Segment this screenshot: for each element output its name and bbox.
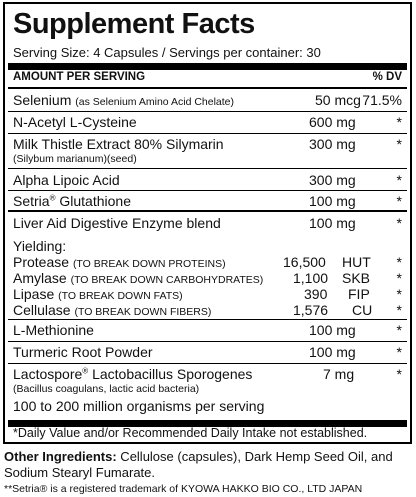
nutrient-amount: 100 mg bbox=[309, 193, 356, 209]
divider bbox=[8, 87, 407, 89]
nutrient-name-rest: Glutathione bbox=[55, 193, 131, 209]
nutrient-name: Lactospore bbox=[13, 366, 83, 382]
enzyme-unit: SKB bbox=[342, 270, 371, 286]
enzyme-note: (TO BREAK DOWN CARBOHYDRATES) bbox=[70, 274, 264, 286]
enzyme-dv: * bbox=[396, 254, 402, 270]
enzyme-dv: * bbox=[396, 270, 402, 286]
enzyme-unit: FIP bbox=[348, 286, 370, 302]
enzyme-value: 1,100 bbox=[293, 270, 329, 286]
nutrient-name: Liver Aid Digestive Enzyme blend bbox=[13, 215, 221, 231]
divider bbox=[8, 168, 407, 169]
enzyme-name: Lipase bbox=[13, 286, 55, 302]
nutrient-name: Setria bbox=[13, 193, 50, 209]
panel-title: Supplement Facts bbox=[13, 8, 255, 40]
enzyme-name: Cellulase bbox=[13, 302, 71, 318]
enzyme-value: 1,576 bbox=[293, 302, 329, 318]
nutrient-subnote: (Bacillus coagulans, lactic acid bacteria) bbox=[13, 383, 200, 395]
nutrient-amount: 50 mcg bbox=[315, 92, 361, 108]
nutrient-name: Selenium bbox=[13, 92, 72, 108]
enzyme-name: Protease bbox=[13, 254, 70, 270]
nutrient-dv: * bbox=[396, 114, 402, 130]
amount-header: AMOUNT PER SERVING bbox=[13, 71, 146, 83]
nutrient-dv: * bbox=[396, 344, 402, 360]
nutrient-dv: 71.5% bbox=[362, 92, 402, 108]
nutrient-name: Alpha Lipoic Acid bbox=[13, 172, 120, 188]
enzyme-note: (TO BREAK DOWN FATS) bbox=[58, 290, 183, 302]
nutrient-name: N-Acetyl L-Cysteine bbox=[13, 114, 137, 130]
yielding-text: Yielding: bbox=[13, 238, 67, 254]
nutrient-subnote: (Silybum marianum)(seed) bbox=[13, 153, 137, 165]
nutrient-amount: 7 mg bbox=[323, 366, 355, 382]
divider bbox=[8, 341, 407, 342]
divider bbox=[8, 363, 407, 364]
enzyme-dv: * bbox=[396, 286, 402, 302]
enzyme-value: 390 bbox=[304, 286, 328, 302]
organisms-note: 100 to 200 million organisms per serving bbox=[13, 398, 265, 414]
trademark-note: **Setria® is a registered trademark of KYOWA HAKKO BIO CO., LTD JAPAN bbox=[4, 483, 363, 495]
nutrient-row-milk-thistle bbox=[13, 136, 402, 168]
nutrient-dv: * bbox=[396, 136, 402, 152]
nutrient-amount: 100 mg bbox=[309, 322, 356, 338]
nutrient-dv: * bbox=[396, 215, 402, 231]
enzyme-name: Amylase bbox=[13, 270, 67, 286]
enzyme-note: (TO BREAK DOWN FIBERS) bbox=[74, 306, 212, 318]
nutrient-amount: 300 mg bbox=[309, 136, 356, 152]
enzyme-value: 16,500 bbox=[283, 254, 326, 270]
divider bbox=[8, 319, 407, 320]
divider bbox=[8, 133, 407, 134]
registered-mark: ® bbox=[49, 193, 56, 203]
supplement-facts-panel bbox=[3, 2, 412, 444]
daily-value-footnote: *Daily Value and/or Recommended Daily Intake not established. bbox=[13, 426, 368, 440]
divider bbox=[8, 190, 407, 191]
nutrient-amount: 100 mg bbox=[309, 344, 356, 360]
nutrient-name: L-Methionine bbox=[13, 322, 94, 338]
nutrient-dv: * bbox=[396, 172, 402, 188]
nutrient-amount: 600 mg bbox=[309, 114, 356, 130]
other-ingredients-text: Cellulose (capsules), Dark Hemp Seed Oil, and Sodium Stearyl Fumarate. bbox=[4, 449, 393, 480]
dv-header: % DV bbox=[372, 71, 402, 83]
nutrient-name-rest: Lactobacillus Sporogenes bbox=[88, 366, 253, 382]
nutrient-dv: * bbox=[396, 322, 402, 338]
nutrient-dv: * bbox=[396, 366, 402, 382]
serving-info: Serving Size: 4 Capsules / Servings per container: 30 bbox=[13, 45, 321, 60]
enzyme-note: (TO BREAK DOWN PROTEINS) bbox=[72, 258, 226, 270]
nutrient-dv: * bbox=[396, 193, 402, 209]
nutrient-row-lactospore bbox=[13, 366, 402, 418]
nutrient-name: Milk Thistle Extract 80% Silymarin bbox=[13, 136, 224, 152]
nutrient-amount: 100 mg bbox=[309, 215, 356, 231]
divider bbox=[8, 210, 407, 212]
divider bbox=[8, 111, 407, 112]
other-ingredients bbox=[4, 449, 412, 481]
enzyme-unit: CU bbox=[352, 302, 373, 318]
nutrient-name: Turmeric Root Powder bbox=[13, 344, 153, 360]
registered-mark: ® bbox=[82, 366, 89, 376]
nutrient-amount: 300 mg bbox=[309, 172, 356, 188]
nutrient-note: (as Selenium Amino Acid Chelate) bbox=[75, 96, 235, 108]
enzyme-unit: HUT bbox=[342, 254, 371, 270]
thick-divider bbox=[8, 63, 407, 70]
enzyme-dv: * bbox=[396, 302, 402, 318]
other-ingredients-label: Other Ingredients: bbox=[4, 449, 117, 464]
